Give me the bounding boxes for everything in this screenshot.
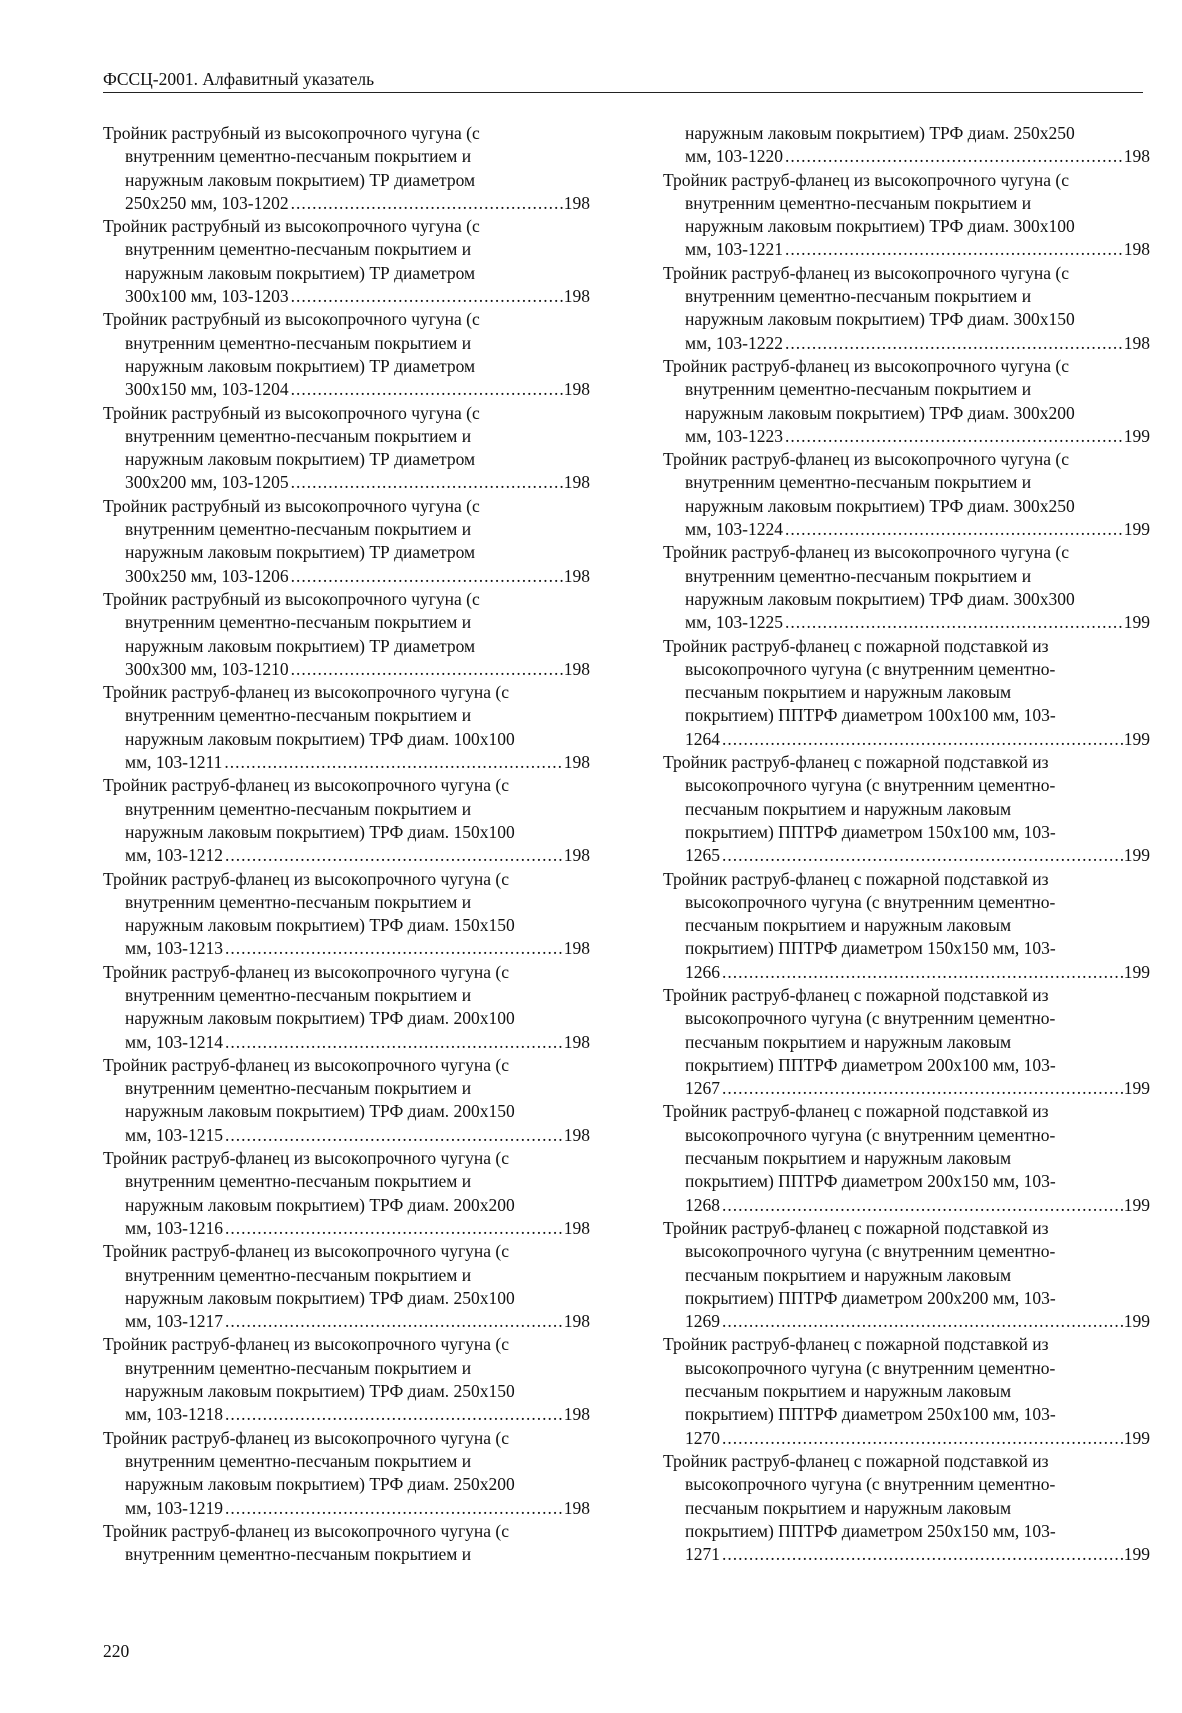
index-column-left [103, 122, 590, 1566]
index-entry-line: внутренним цементно-песчаным покрытием и [125, 798, 472, 819]
index-entry-code: 1267 [685, 1078, 720, 1099]
index-entry-last-line [103, 1217, 590, 1240]
index-entry-line: внутренним цементно-песчаным покрытием и [125, 425, 472, 446]
index-entry-line: наружным лаковым покрытием) ТР диаметром [125, 635, 476, 656]
index-entry-page: 198 [563, 1124, 590, 1145]
index-entry [103, 1427, 590, 1520]
index-entry-line: наружным лаковым покрытием) ТРФ диам. 200x200 [125, 1194, 515, 1215]
index-entry-line: высокопрочного чугуна (с внутренним цементно- [685, 1124, 1056, 1145]
index-entry-line: наружным лаковым покрытием) ТРФ диам. 250x200 [125, 1474, 515, 1495]
index-entry-line: высокопрочного чугуна (с внутренним цементно- [685, 658, 1056, 679]
index-entry-line: Тройник раструб-фланец из высокопрочного чугуна (с [103, 1148, 510, 1169]
index-entry [663, 448, 1150, 541]
index-entry-line: покрытием) ППТРФ диаметром 250x100 мм, 103- [685, 1404, 1056, 1425]
index-entry-line: Тройник раструбный из высокопрочного чугуна (с [103, 495, 480, 516]
index-entry-last-line [663, 1543, 1150, 1566]
dot-leader [783, 611, 1124, 634]
index-entry-last-line [663, 1194, 1150, 1217]
index-entry-line: покрытием) ППТРФ диаметром 150x100 мм, 103- [685, 821, 1056, 842]
index-entry-page: 199 [1123, 845, 1150, 866]
index-entry-line: песчаным покрытием и наружным лаковым [685, 798, 1012, 819]
index-entry-line: наружным лаковым покрытием) ТРФ диам. 300x300 [685, 588, 1075, 609]
index-entry-code: мм, 103-1216 [125, 1217, 223, 1238]
index-entry-line: наружным лаковым покрытием) ТРФ диам. 300x250 [685, 495, 1075, 516]
index-entry-line: внутренним цементно-песчаным покрытием и [125, 891, 472, 912]
dot-leader [223, 1403, 564, 1426]
index-entry-line: песчаным покрытием и наружным лаковым [685, 1264, 1012, 1285]
index-entry [663, 1450, 1150, 1566]
dot-leader [720, 1543, 1124, 1566]
index-entry-line: песчаным покрытием и наружным лаковым [685, 1148, 1012, 1169]
dot-leader [783, 518, 1124, 541]
index-entry-page: 199 [1123, 728, 1150, 749]
index-entry-code: мм, 103-1217 [125, 1311, 223, 1332]
index-entry-line: Тройник раструб-фланец из высокопрочного чугуна (с [663, 542, 1070, 563]
index-entry-line: Тройник раструб-фланец из высокопрочного чугуна (с [663, 449, 1070, 470]
index-entry-line: Тройник раструб-фланец из высокопрочного чугуна (с [103, 1054, 510, 1075]
index-entry-page: 198 [563, 192, 590, 213]
dot-leader [783, 332, 1124, 355]
dot-leader [223, 1497, 564, 1520]
index-entry-last-line [103, 285, 590, 308]
dot-leader [289, 471, 564, 494]
index-entry-page: 199 [1123, 1311, 1150, 1332]
index-entry-line: покрытием) ППТРФ диаметром 250x150 мм, 103- [685, 1520, 1056, 1541]
index-entry-line: Тройник раструб-фланец из высокопрочного чугуна (с [103, 868, 510, 889]
index-entry-line: песчаным покрытием и наружным лаковым [685, 1497, 1012, 1518]
index-entry-line: Тройник раструб-фланец с пожарной подставкой из [663, 635, 1049, 656]
dot-leader [720, 1427, 1124, 1450]
index-entry-line: Тройник раструбный из высокопрочного чугуна (с [103, 588, 480, 609]
index-entry-line: внутренним цементно-песчаным покрытием и [125, 332, 472, 353]
index-entry-line: Тройник раструб-фланец из высокопрочного чугуна (с [663, 355, 1070, 376]
index-entry [103, 774, 590, 867]
index-entry-last-line [663, 961, 1150, 984]
index-entry-line: высокопрочного чугуна (с внутренним цементно- [685, 1008, 1056, 1029]
page-title: ФССЦ-2001. Алфавитный указатель [103, 69, 375, 89]
index-entry [663, 262, 1150, 355]
index-entry-code: 300x300 мм, 103-1210 [125, 658, 289, 679]
index-entry-line: высокопрочного чугуна (с внутренним цементно- [685, 1241, 1056, 1262]
index-entry-line: песчаным покрытием и наружным лаковым [685, 915, 1012, 936]
index-entry-page: 198 [563, 286, 590, 307]
index-entry-line: Тройник раструб-фланец из высокопрочного чугуна (с [103, 1520, 510, 1541]
index-entry-line: Тройник раструб-фланец из высокопрочного чугуна (с [663, 262, 1070, 283]
index-entry [663, 122, 1150, 169]
index-entry-line: наружным лаковым покрытием) ТРФ диам. 200x150 [125, 1101, 515, 1122]
index-entry-code: мм, 103-1223 [685, 425, 783, 446]
index-entry-line: Тройник раструб-фланец из высокопрочного чугуна (с [663, 169, 1070, 190]
index-entry [663, 751, 1150, 867]
index-entry-last-line [103, 1403, 590, 1426]
index-entry-line: покрытием) ППТРФ диаметром 200x150 мм, 103- [685, 1171, 1056, 1192]
index-entry [103, 868, 590, 961]
index-entry-line: Тройник раструб-фланец из высокопрочного чугуна (с [103, 1427, 510, 1448]
dot-leader [223, 1310, 564, 1333]
index-entry-line: внутренним цементно-песчаным покрытием и [125, 1264, 472, 1285]
index-entry-last-line [103, 471, 590, 494]
index-entry-page: 199 [1123, 1078, 1150, 1099]
index-entry-line: Тройник раструб-фланец из высокопрочного чугуна (с [103, 1241, 510, 1262]
index-entry [663, 635, 1150, 751]
index-entry-last-line [663, 145, 1150, 168]
page-number: 220 [103, 1641, 130, 1661]
index-entry [103, 1054, 590, 1147]
index-entry-line: внутренним цементно-песчаным покрытием и [685, 286, 1032, 307]
index-entry [663, 984, 1150, 1100]
index-entry-last-line [663, 1427, 1150, 1450]
index-entry-code: 1269 [685, 1311, 720, 1332]
dot-leader [223, 844, 564, 867]
dot-leader [720, 844, 1124, 867]
index-entry-last-line [663, 728, 1150, 751]
index-entry-code: 1271 [685, 1544, 720, 1565]
index-entry-line: Тройник раструб-фланец из высокопрочного чугуна (с [103, 1334, 510, 1355]
dot-leader [222, 751, 563, 774]
index-entry-line: наружным лаковым покрытием) ТР диаметром [125, 355, 476, 376]
index-entry-line: внутренним цементно-песчаным покрытием и [685, 472, 1032, 493]
index-entry-line: внутренним цементно-песчаным покрытием и [125, 1171, 472, 1192]
dot-leader [223, 1124, 564, 1147]
index-entry-line: наружным лаковым покрытием) ТРФ диам. 200x100 [125, 1008, 515, 1029]
index-entry [103, 681, 590, 774]
index-entry [103, 402, 590, 495]
index-entry-line: Тройник раструбный из высокопрочного чугуна (с [103, 216, 480, 237]
index-entry-line: наружным лаковым покрытием) ТРФ диам. 300x200 [685, 402, 1075, 423]
index-entry-last-line [663, 1077, 1150, 1100]
index-entry-last-line [663, 238, 1150, 261]
index-entry-line: внутренним цементно-песчаным покрытием и [125, 1357, 472, 1378]
index-entry [663, 1333, 1150, 1449]
index-entry-line: Тройник раструб-фланец с пожарной подставкой из [663, 984, 1049, 1005]
index-entry [103, 1240, 590, 1333]
index-entry-line: Тройник раструб-фланец из высокопрочного чугуна (с [103, 961, 510, 982]
index-entry-page: 199 [1123, 1427, 1150, 1448]
index-entry-page: 198 [563, 565, 590, 586]
index-entry-line: Тройник раструбный из высокопрочного чугуна (с [103, 309, 480, 330]
index-entry-code: 1270 [685, 1427, 720, 1448]
index-entry-line: песчаным покрытием и наружным лаковым [685, 1381, 1012, 1402]
index-entry-code: мм, 103-1221 [685, 239, 783, 260]
index-entry-line: внутренним цементно-песчаным покрытием и [125, 146, 472, 167]
dot-leader [720, 1077, 1124, 1100]
index-entry-page: 198 [563, 1497, 590, 1518]
dot-leader [720, 1194, 1124, 1217]
index-entry-code: 300x250 мм, 103-1206 [125, 565, 289, 586]
index-entry-line: Тройник раструб-фланец с пожарной подставкой из [663, 1101, 1049, 1122]
dot-leader [783, 238, 1124, 261]
index-entry-last-line [103, 565, 590, 588]
index-entry-line: Тройник раструбный из высокопрочного чугуна (с [103, 402, 480, 423]
index-entry [663, 541, 1150, 634]
index-entry-line: Тройник раструб-фланец из высокопрочного чугуна (с [103, 775, 510, 796]
dot-leader [720, 1310, 1124, 1333]
index-entry-line: наружным лаковым покрытием) ТРФ диам. 300x100 [685, 216, 1075, 237]
dot-leader [289, 285, 564, 308]
index-entry-code: мм, 103-1212 [125, 845, 223, 866]
index-entry-code: 300x150 мм, 103-1204 [125, 379, 289, 400]
dot-leader [783, 145, 1124, 168]
index-entry-page: 199 [1123, 1544, 1150, 1565]
index-entry-code: 1266 [685, 961, 720, 982]
index-column-right [663, 122, 1150, 1566]
index-entry-code: мм, 103-1218 [125, 1404, 223, 1425]
index-entry-last-line [663, 1310, 1150, 1333]
dot-leader [289, 192, 564, 215]
index-entry-last-line [103, 658, 590, 681]
index-entry-code: мм, 103-1220 [685, 146, 783, 167]
index-entry-code: мм, 103-1225 [685, 612, 783, 633]
index-entry-last-line [103, 1497, 590, 1520]
index-entry-line: внутренним цементно-песчаным покрытием и [685, 192, 1032, 213]
index-entry-line: внутренним цементно-песчаным покрытием и [125, 984, 472, 1005]
index-entry-line: покрытием) ППТРФ диаметром 200x200 мм, 103- [685, 1287, 1056, 1308]
index-entry-line: наружным лаковым покрытием) ТРФ диам. 250x250 [685, 123, 1075, 143]
index-entry-line: наружным лаковым покрытием) ТРФ диам. 100x100 [125, 728, 515, 749]
index-entry-last-line [663, 844, 1150, 867]
index-entry-line: наружным лаковым покрытием) ТРФ диам. 300x150 [685, 309, 1075, 330]
index-entry-line: Тройник раструб-фланец с пожарной подставкой из [663, 1450, 1049, 1471]
page-header [103, 68, 1143, 93]
index-entry-line: покрытием) ППТРФ диаметром 100x100 мм, 103- [685, 705, 1056, 726]
dot-leader [783, 425, 1124, 448]
index-entry-line: Тройник раструбный из высокопрочного чугуна (с [103, 123, 480, 143]
index-entry-line: внутренним цементно-песчаным покрытием и [125, 519, 472, 540]
index-entry-page: 199 [1123, 612, 1150, 633]
index-entry-line: внутренним цементно-песчаным покрытием и [685, 565, 1032, 586]
index-entry-page: 199 [1123, 425, 1150, 446]
index-entry [103, 588, 590, 681]
index-entry [663, 355, 1150, 448]
index-entry [103, 1333, 590, 1426]
index-entry-last-line [103, 751, 590, 774]
index-entry-line: наружным лаковым покрытием) ТРФ диам. 250x150 [125, 1381, 515, 1402]
index-entry-page: 198 [563, 658, 590, 679]
index-entry-line: внутренним цементно-песчаным покрытием и [125, 1078, 472, 1099]
index-entry-code: 1268 [685, 1194, 720, 1215]
index-entry [663, 1100, 1150, 1216]
index-entry-line: внутренним цементно-песчаным покрытием и [125, 705, 472, 726]
index-entry [103, 215, 590, 308]
index-entry-code: мм, 103-1215 [125, 1124, 223, 1145]
index-entry-page: 198 [563, 379, 590, 400]
index-entry-page: 199 [1123, 519, 1150, 540]
index-entry-line: внутренним цементно-песчаным покрытием и [125, 239, 472, 260]
dot-leader [223, 1031, 564, 1054]
index-entry-code: 300x100 мм, 103-1203 [125, 286, 289, 307]
index-entry-line: высокопрочного чугуна (с внутренним цементно- [685, 1474, 1056, 1495]
index-entry-line: песчаным покрытием и наружным лаковым [685, 682, 1012, 703]
index-entry-line: покрытием) ППТРФ диаметром 150x150 мм, 103- [685, 938, 1056, 959]
index-entry-line: внутренним цементно-песчаным покрытием и [125, 1450, 472, 1471]
index-entry-last-line [103, 378, 590, 401]
index-entry-last-line [663, 425, 1150, 448]
index-entry [103, 122, 590, 215]
index-entry-page: 198 [563, 845, 590, 866]
index-entry-line: наружным лаковым покрытием) ТР диаметром [125, 262, 476, 283]
index-entry-last-line [663, 518, 1150, 541]
index-entry-code: мм, 103-1219 [125, 1497, 223, 1518]
index-entry-page: 199 [1123, 961, 1150, 982]
index-entry-line: высокопрочного чугуна (с внутренним цементно- [685, 775, 1056, 796]
index-entry-code: мм, 103-1211 [125, 752, 223, 773]
index-entry-page: 198 [563, 752, 590, 773]
index-entry-last-line [103, 937, 590, 960]
index-entry-page: 198 [563, 1404, 590, 1425]
dot-leader [289, 565, 564, 588]
index-entry [103, 961, 590, 1054]
index-entry [103, 1520, 590, 1567]
index-entry-code: 250x250 мм, 103-1202 [125, 192, 289, 213]
index-entry-page: 198 [563, 1031, 590, 1052]
index-entry-last-line [663, 611, 1150, 634]
dot-leader [289, 378, 564, 401]
index-entry-line: песчаным покрытием и наружным лаковым [685, 1031, 1012, 1052]
index-entry [103, 308, 590, 401]
index-entry-last-line [103, 1310, 590, 1333]
index-entry-line: Тройник раструб-фланец из высокопрочного чугуна (с [103, 682, 510, 703]
index-entry-line: наружным лаковым покрытием) ТР диаметром [125, 542, 476, 563]
index-entry-last-line [103, 192, 590, 215]
index-entry [663, 868, 1150, 984]
index-entry-line: высокопрочного чугуна (с внутренним цементно- [685, 1357, 1056, 1378]
index-entry-code: 1264 [685, 728, 720, 749]
index-entry-code: мм, 103-1222 [685, 332, 783, 353]
dot-leader [720, 961, 1124, 984]
index-entry-line: внутренним цементно-песчаным покрытием и [125, 1544, 472, 1565]
index-entry-page: 199 [1123, 1194, 1150, 1215]
index-entry-line: высокопрочного чугуна (с внутренним цементно- [685, 891, 1056, 912]
index-entry-line: покрытием) ППТРФ диаметром 200x100 мм, 103- [685, 1054, 1056, 1075]
dot-leader [289, 658, 564, 681]
index-entry [103, 495, 590, 588]
index-entry-page: 198 [563, 1311, 590, 1332]
index-entry [663, 1217, 1150, 1333]
index-entry-last-line [103, 844, 590, 867]
index-entry-line: наружным лаковым покрытием) ТРФ диам. 250x100 [125, 1287, 515, 1308]
index-entry-last-line [103, 1031, 590, 1054]
index-entry-line: внутренним цементно-песчаным покрытием и [125, 612, 472, 633]
index-entry-line: внутренним цементно-песчаным покрытием и [685, 379, 1032, 400]
index-entry-line: Тройник раструб-фланец с пожарной подставкой из [663, 868, 1049, 889]
index-entry-line: наружным лаковым покрытием) ТРФ диам. 150x100 [125, 821, 515, 842]
index-entry-line: Тройник раструб-фланец с пожарной подставкой из [663, 1334, 1049, 1355]
index-entry-page: 198 [563, 472, 590, 493]
index-entry-page: 198 [563, 1217, 590, 1238]
index-entry-code: мм, 103-1213 [125, 938, 223, 959]
index-entry-code: мм, 103-1214 [125, 1031, 223, 1052]
index-entry [103, 1147, 590, 1240]
index-entry-line: наружным лаковым покрытием) ТР диаметром [125, 169, 476, 190]
index-entry-page: 198 [1123, 146, 1150, 167]
index-entry-code: 1265 [685, 845, 720, 866]
index-entry-line: Тройник раструб-фланец с пожарной подставкой из [663, 752, 1049, 773]
index-entry [663, 169, 1150, 262]
index-entry-page: 198 [1123, 239, 1150, 260]
dot-leader [720, 728, 1124, 751]
index-entry-last-line [663, 332, 1150, 355]
index-entry-page: 198 [1123, 332, 1150, 353]
index-entry-line: Тройник раструб-фланец с пожарной подставкой из [663, 1217, 1049, 1238]
dot-leader [223, 937, 564, 960]
index-entry-line: наружным лаковым покрытием) ТРФ диам. 150x150 [125, 915, 515, 936]
dot-leader [223, 1217, 564, 1240]
index-entry-line: наружным лаковым покрытием) ТР диаметром [125, 449, 476, 470]
index-entry-last-line [103, 1124, 590, 1147]
index-entry-code: 300x200 мм, 103-1205 [125, 472, 289, 493]
index-entry-code: мм, 103-1224 [685, 519, 783, 540]
index-entry-page: 198 [563, 938, 590, 959]
